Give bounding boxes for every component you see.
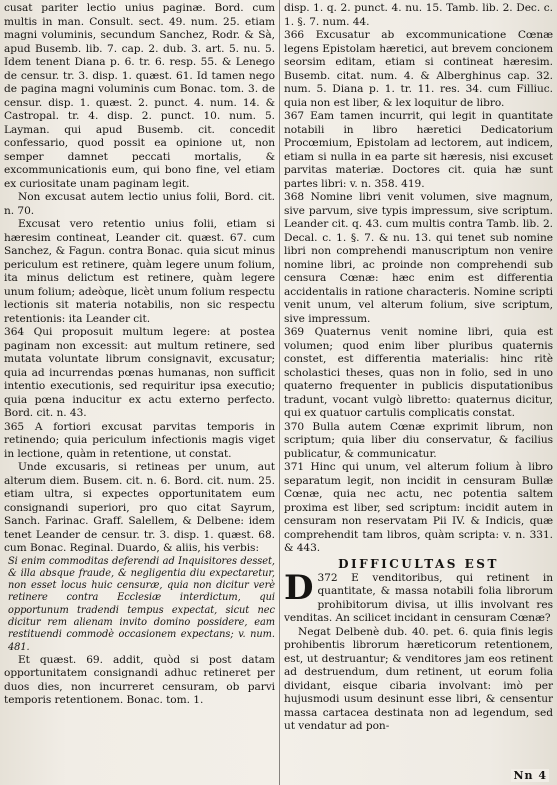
right-column: [284, 2, 553, 783]
paragraph-negat-text: Negat Delbenè dub. 40. pet. 6. quia finis legis prohibentis librorum hæreticorum retentionem, est, ut destruantur; & venditores jam eos retinent ad destruendum, dum retinent, ut eorum folia dividant, eisque cibaria involvant: imò per hujusmodi usum desinunt esse libri, & censentur massa cartacea destinata non ad legendum, sed ut vendatur ad: [284, 625, 553, 732]
paragraph-371: 371 Hinc qui unum, vel alterum folium à libro separatum legit, non incidit in censuram Bullæ Cœnæ, quia nec actu, nec potentia saltem proxima est liber, sed scriptum: incidit autem in censuram non reservatam Pii IV. & Indicis, quæ comprehendit tam libros, quàm scripta: v. n. 331. & 443.: [284, 461, 553, 554]
paragraph-367: 367 Eam tamen incurrit, qui legit in quantitate notabili in libro hæretici Dedicatorium Procœmium, Epistolam ad lectorem, aut indicem, etiam si nulla in ea parte sit hæresis, nisi excuset parvitas materiæ. Doctores cit. quia hæ sunt partes libri: v. n. 358. 419.: [284, 110, 553, 190]
paragraph-368: 368 Nomine libri venit volumen, sive magnum, sive parvum, sive typis impressum, sive scriptum. Leander cit. q. 43. cum multis contra Tamb. lib. 2. Decal. c. 1. §. 7. & nu. 13. qui tenet sub nomine libri non comprehendi manuscriptum non venire nomine libri, ac proinde non comprehendi sub censura Cœnæ: hæc enim est differentia accidentalis in ratione characteris. Nomine scripti venit unum, vel alterum folium, sive scriptum, sive impressum.: [284, 191, 553, 325]
paragraph-365: 365 A fortiori excusat parvitas temporis in retinendo; quia periculum infectionis magis viget in lectione, quàm in retentione, ut constat.: [4, 420, 275, 460]
signature-mark: Nn 4: [513, 769, 547, 782]
paragraph-negat: [284, 626, 553, 734]
paragraph-372: [284, 567, 553, 626]
paragraph-l3: Excusat vero retentio unius folii, etiam si hæresim contineat, Leander cit. quæst. 67. cum Sanchez, & Fagun. contra Bonac. quia sicut minus periculum est retinere, quàm legere unum folium, ita minus delictum est retinere, quàm legere unum folium; adeòque, licèt unum folium respectu lectionis sit materia notabilis, non sic respectu retentionis: ita Leander cit.: [4, 218, 275, 325]
paragraph-number: 372: [317, 571, 338, 584]
left-column: [4, 2, 275, 783]
section-heading: DIFFICULTAS EST: [338, 556, 499, 571]
quotation-block: Si enim commoditas deferendi ad Inquisitores desset, & illa absque fraude, & negligentia diu expectaretur, non esset locus huic censuræ, quia non dicitur verè retinere contra Ecclesiæ interdictum, qui opportunum tradendi tempus expectat, sicut nec dicitur rem alienam invito domino possidere, eam restituendi commodè occasionem expectans; v. num. 481.: [8, 555, 275, 653]
paragraph-366: 366 Excusatur ab excommunicatione Cœnæ legens Epistolam hæretici, aut brevem concionem seorsim editam, etiam si contineat hæresim. Busemb. citat. num. 4. & Alberghinus cap. 32. num. 5. Diana p. 1. tr. 11. res. 34. cum Filliuc. quia non est liber, & lex loquitur de libro.: [284, 29, 553, 109]
paragraph-l2: Non excusat autem lectio unius folii, Bord. cit. n. 70.: [4, 191, 275, 217]
drop-cap: D: [284, 567, 314, 608]
paragraph-r1: disp. 1. q. 2. punct. 4. nu. 15. Tamb. lib. 2. Dec. c. 1. §. 7. num. 44.: [284, 2, 553, 28]
catchword: pon-: [365, 720, 390, 732]
paragraph-364: 364 Qui proposuit multum legere: at postea paginam non excessit: aut multum retinere, sed mutata voluntate librum consignavit, excusatur; quia ad incurrendas pœnas humanas, non sufficit intentio executionis, sed requiritur ipsa executio; quia pœna inducitur ex actu externo perfecto. Bord. cit. n. 43.: [4, 326, 275, 419]
paragraph-369: 369 Quaternus venit nomine libri, quia est volumen; quod enim liber pluribus quaternis constet, est differentia materialis: hinc ritè scholastici theses, quas non in folio, sed in uno quaterno frequenter in publicis disputationibus tradunt, vocant vulgò libretto: quaternus dicitur, qui ex quatuor cartulis complicatis constat.: [284, 326, 553, 419]
paragraph-l6: Unde excusaris, si retineas per unum, aut alterum diem. Busem. cit. n. 6. Bord. cit. num. 25. etiam ultra, si expectes opportunitatem eum consignandi superiori, pro quo citat Sayrum, Sanch. Farinac. Graff. Salellem, & Delbene: idem tenet Leander de censur. tr. 3. disp. 1. quæst. 68. cum Bonac. Reginal. Duardo, & aliis, his verbis:: [4, 461, 275, 554]
column-rule: [279, 0, 280, 785]
paragraph-l1: cusat pariter lectio unius paginæ. Bord. cum multis in man. Consult. sect. 49. num. 25. etiam magni voluminis, secundum Sanchez, Rodr. & Sà, apud Busemb. lib. 7. cap. 2. dub. 3. art. 5. nu. 5. Idem tenent Diana p. 6. tr. 6. resp. 55. & Lenego de censur. tr. 3. disp. 1. quæst. 61. Id tamen nego de pagina magni voluminis cum Bonac. tom. 3. de censur. disp. 1. quæst. 2. punct. 4. num. 14. & Castropal. tr. 4. disp. 2. punct. 10. num. 5. Layman. qui apud Busemb. cit. concedit confessario, quod possit ea opinione ut, non semper damnet peccati mortalis, & excommunicationis eum, qui bono fine, vel etiam ex curiositate unam paginam legit.: [4, 2, 275, 190]
paragraph-370: 370 Bulla autem Cœnæ exprimit librum, non scriptum; quia liber diu conservatur, & facilius publicatur, & communicatur.: [284, 420, 553, 460]
paragraph-l8: Et quæst. 69. addit, quòd si post datam opportunitatem consignandi adhuc retineret per duos dies, non incurreret censuram, ob parvi temporis retentionem. Bonac. tom. 1.: [4, 653, 275, 707]
paragraph-372-text: E venditoribus, qui retinent in quantitate, & massa notabili folia librorum prohibitorum divisa, ut illis involvant res venditas. An scilicet incidant in censuram Cœnæ?: [284, 571, 553, 624]
